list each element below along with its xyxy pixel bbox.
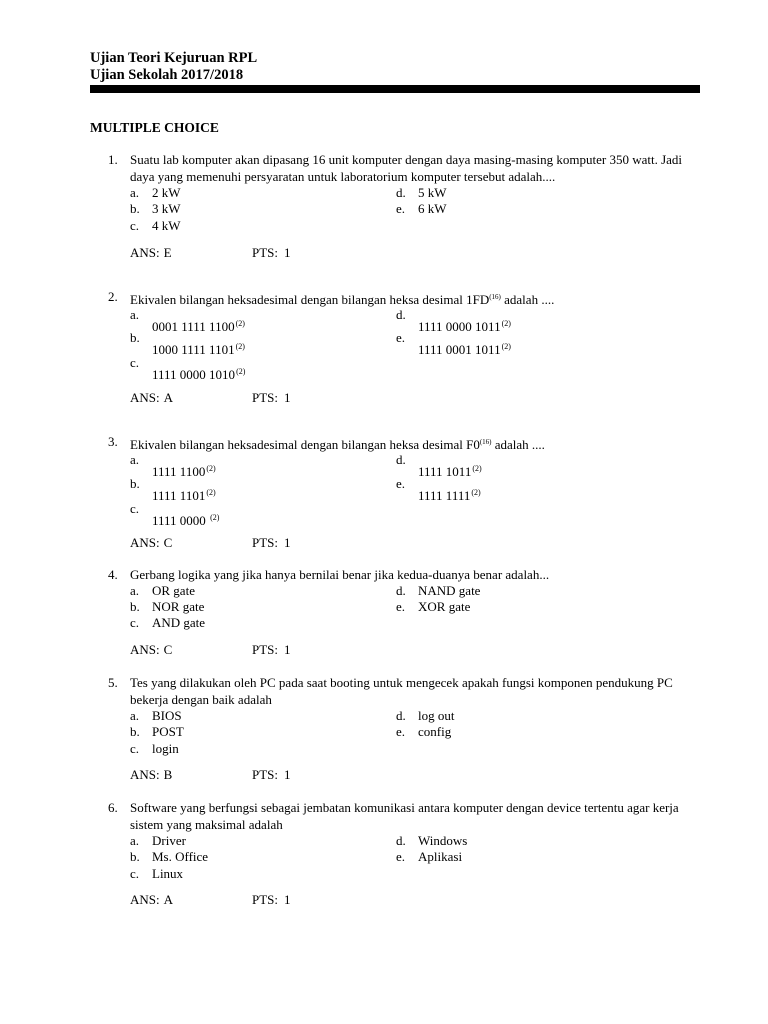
option-letter: b. — [130, 201, 140, 216]
ans-value: E — [163, 245, 172, 260]
option-letter: b. — [130, 599, 140, 614]
option-letter: e. — [396, 330, 406, 345]
ans-label: ANS: — [130, 390, 160, 405]
pts-label: PTS: — [252, 245, 279, 260]
option-letter: a. — [130, 452, 140, 467]
ans-value: B — [163, 767, 173, 782]
option-letter: d. — [396, 583, 406, 598]
question-number: 1. — [108, 152, 118, 167]
option-text: 5 kW — [418, 185, 447, 200]
option-text: 1111 0000 $^{(2)}$ — [152, 513, 220, 528]
question-stem: Tes yang dilakukan oleh PC pada saat booting untuk mengecek apakah fungsi komponen pendukung PC bekerja dengan baik adalah — [130, 675, 673, 707]
option-text: NOR gate — [152, 599, 205, 614]
section-title: MULTIPLE CHOICE — [90, 120, 219, 135]
question-number: 2. — [108, 289, 118, 304]
option-letter: a. — [130, 185, 140, 200]
answer — [130, 767, 172, 784]
option-letter: a. — [130, 833, 140, 848]
ans-value: C — [163, 642, 173, 657]
option-letter: a. — [130, 307, 140, 322]
answer — [130, 245, 172, 262]
option-letter: b. — [130, 724, 140, 739]
option-letter: c. — [130, 615, 140, 630]
option-text: 3 kW — [152, 201, 181, 216]
option-text: 1000 1111 1101$^{(2)}$ — [152, 342, 245, 357]
pts-value: 1 — [284, 390, 291, 405]
option-text: 1111 1100$^{(2)}$ — [152, 464, 216, 479]
question-stem: Gerbang logika yang jika hanya bernilai benar jika kedua-duanya benar adalah... — [130, 567, 550, 582]
pts-label: PTS: — [252, 892, 279, 907]
pts-label: PTS: — [252, 767, 279, 782]
answer — [130, 390, 173, 407]
points — [252, 767, 291, 784]
option-letter: a. — [130, 583, 140, 598]
option-text: login — [152, 741, 179, 756]
ans-label: ANS: — [130, 245, 160, 260]
option-text: Driver — [152, 833, 186, 848]
ans-label: ANS: — [130, 535, 160, 550]
option-text: 1111 1111$^{(2)}$ — [418, 488, 481, 503]
points — [252, 245, 291, 262]
option-text: XOR gate — [418, 599, 471, 614]
stem-subscript: (16) — [489, 293, 501, 301]
option-text: AND gate — [152, 615, 206, 630]
stem-subscript: (16) — [479, 438, 492, 446]
points — [252, 892, 291, 909]
stem-text: Ekivalen bilangan heksadesimal dengan bilangan heksa desimal F0 — [130, 437, 480, 452]
pts-label: PTS: — [252, 535, 279, 550]
question-stem: Software yang berfungsi sebagai jembatan komunikasi antara komputer dengan device tertentu agar kerja sistem yang maksimal adalah — [130, 800, 679, 832]
option-letter: e. — [396, 476, 406, 491]
option-letter: e. — [396, 724, 406, 739]
question-stem — [130, 434, 700, 454]
ans-value: A — [163, 390, 174, 405]
option-letter: d. — [396, 833, 406, 848]
option-text: Windows — [418, 833, 468, 848]
option-letter: e. — [396, 599, 406, 614]
option-letter: d. — [396, 452, 406, 467]
option-text: 1111 1101$^{(2)}$ — [152, 488, 216, 503]
option-letter: d. — [396, 307, 406, 322]
option-text: 2 kW — [152, 185, 181, 200]
option-letter: c. — [130, 218, 140, 233]
pts-value: 1 — [284, 245, 291, 260]
option-text: config — [418, 724, 452, 739]
option-text: 1111 0000 1010$^{(2)}$ — [152, 367, 246, 382]
question-number: 6. — [108, 800, 118, 815]
pts-value: 1 — [284, 892, 291, 907]
pts-label: PTS: — [252, 642, 279, 657]
option-letter: d. — [396, 708, 406, 723]
pts-value: 1 — [284, 767, 291, 782]
option-text: POST — [152, 724, 184, 739]
question-stem — [130, 289, 700, 309]
option-text: 1111 0000 1011$^{(2)}$ — [418, 319, 511, 334]
option-letter: e. — [396, 201, 406, 216]
option-text: Ms. Office — [152, 849, 209, 864]
option-text: NAND gate — [418, 583, 481, 598]
ans-value: A — [163, 892, 174, 907]
stem-text: Ekivalen bilangan heksadesimal dengan bilangan heksa desimal 1FD — [130, 292, 490, 307]
option-letter: e. — [396, 849, 406, 864]
ans-label: ANS: — [130, 642, 160, 657]
exam-subtitle: Ujian Sekolah 2017/2018 — [90, 67, 244, 83]
ans-label: ANS: — [130, 767, 160, 782]
points — [252, 390, 291, 407]
option-text: 6 kW — [418, 201, 447, 216]
option-text: 1111 0001 1011$^{(2)}$ — [418, 342, 511, 357]
option-letter: b. — [130, 476, 140, 491]
question-number: 4. — [108, 567, 118, 582]
answer — [130, 535, 172, 552]
option-text: 1111 1011$^{(2)}$ — [418, 464, 482, 479]
exam-title: Ujian Teori Kejuruan RPL — [90, 50, 258, 66]
answer — [130, 642, 172, 659]
option-text: Aplikasi — [418, 849, 463, 864]
answer — [130, 892, 173, 909]
option-text: BIOS — [152, 708, 182, 723]
option-text: OR gate — [152, 583, 195, 598]
option-letter: c. — [130, 741, 140, 756]
pts-label: PTS: — [252, 390, 279, 405]
option-letter: c. — [130, 501, 140, 516]
option-text: Linux — [152, 866, 184, 881]
question-number: 3. — [108, 434, 118, 449]
option-text: log out — [418, 708, 455, 723]
pts-value: 1 — [284, 642, 291, 657]
pts-value: 1 — [284, 535, 291, 550]
option-letter: a. — [130, 708, 140, 723]
option-letter: b. — [130, 849, 140, 864]
option-text: 4 kW — [152, 218, 181, 233]
stem-text-end: adalah .... — [491, 437, 545, 452]
question-stem: Suatu lab komputer akan dipasang 16 unit komputer dengan daya masing-masing komputer 350 watt. Jadi daya yang memenuhi persyaratan untuk laboratorium komputer tersebut adalah.... — [130, 152, 683, 184]
ans-value: C — [163, 535, 173, 550]
header-rule — [90, 85, 700, 93]
option-letter: d. — [396, 185, 406, 200]
points — [252, 535, 291, 552]
points — [252, 642, 291, 659]
option-letter: c. — [130, 355, 140, 370]
question-number: 5. — [108, 675, 118, 690]
ans-label: ANS: — [130, 892, 160, 907]
option-text: 0001 1111 1100$^{(2)}$ — [152, 319, 245, 334]
option-letter: b. — [130, 330, 140, 345]
stem-text-end: adalah .... — [500, 292, 555, 307]
option-letter: c. — [130, 866, 140, 881]
